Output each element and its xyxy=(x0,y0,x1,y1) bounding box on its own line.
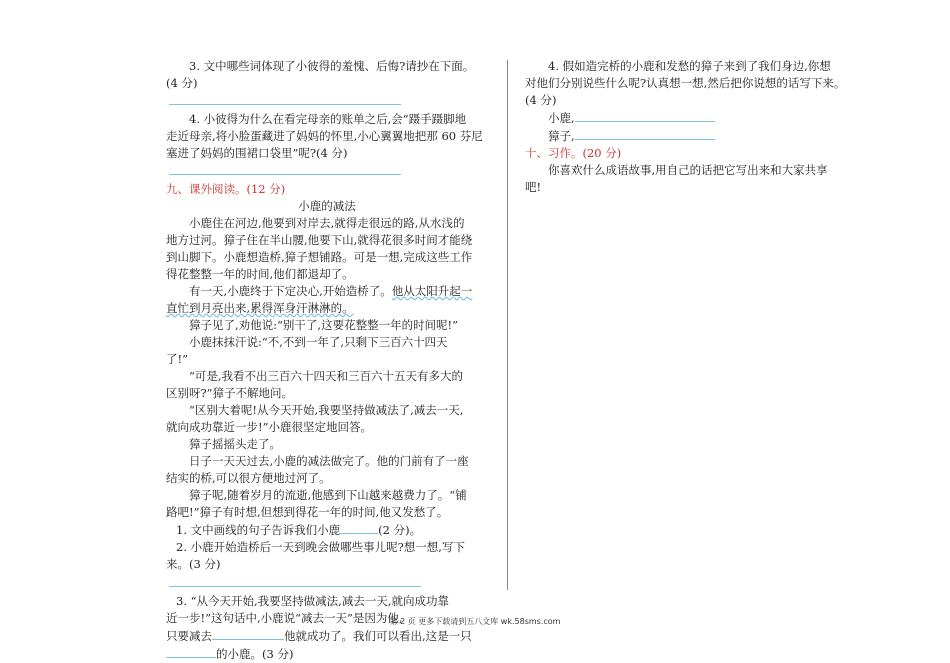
q3-answer-line[interactable] xyxy=(169,92,401,105)
q4-text-1: 4. 小彼得为什么在看完母亲的账单之后,会“蹑手蹑脚地 xyxy=(189,112,467,126)
para5-line2: 区别呀?”獐子不解地问。 xyxy=(166,386,294,400)
sub-q2-line1: 2. 小鹿开始造桥后一天到晚会做哪些事儿呢?想一想,写下 xyxy=(176,540,465,554)
section-10-heading: 十、习作。(20 分) xyxy=(525,146,622,160)
r-q4-line3: (4 分) xyxy=(525,93,557,107)
para1-line1: 小鹿住在河边,他要到对岸去,就得走很远的路,从水浅的 xyxy=(189,216,465,230)
para5-line1: “可是,我看不出三百六十四天和三百六十五天有多大的 xyxy=(189,369,464,383)
para2-line1 xyxy=(166,283,488,300)
sub-q3-text-a: 只要减去 xyxy=(166,629,212,643)
column-divider xyxy=(507,60,508,590)
sub-q3-blank-2[interactable] xyxy=(166,645,216,658)
sub-q3-line1: 3. “从今天开始,我要坚持做减法,减去一天,就向成功靠 xyxy=(176,594,449,608)
para4-line1: 小鹿抹抹汗说:“不,不到一年了,只剩下三百六十四天 xyxy=(189,335,448,349)
page-footer: 第 2 页 更多下载请到五八文库 wk.58sms.com xyxy=(389,617,561,626)
sub-q3-text-d: 的小鹿。(3 分) xyxy=(216,647,294,661)
para9-line1: 獐子呢,随着岁月的流逝,他感到下山越来越费力了。“铺 xyxy=(189,488,467,502)
r-q4-line1: 4. 假如造完桥的小鹿和发愁的獐子来到了我们身边,你想 xyxy=(548,59,831,73)
q3-points: (4 分) xyxy=(166,76,198,90)
underlined-sentence-start: 他从太阳升起一 xyxy=(391,284,473,298)
zhang-label: 獐子, xyxy=(548,129,575,143)
left-column xyxy=(166,58,488,663)
para6-line1: “区别大着呢!从今天开始,我要坚持做减法了,减去一天, xyxy=(189,403,464,417)
para4-line2: 了!” xyxy=(166,352,189,366)
q3-text: 3. 文中哪些词体现了小彼得的羞愧、后悔?请抄在下面。 xyxy=(189,59,475,73)
zhang-answer-blank[interactable] xyxy=(575,127,715,140)
sub-q2-answer-line[interactable] xyxy=(169,574,421,587)
essay-prompt-line1: 你喜欢什么成语故事,用自己的话把它写出来和大家共享 xyxy=(548,163,828,177)
para2-line2 xyxy=(166,300,488,317)
r-q4-line2: 对他们分别说些什么呢?认真想一想,然后把你说想的话写下来。 xyxy=(525,76,846,90)
sub-q3-line3 xyxy=(166,627,488,645)
sub-q3-line4 xyxy=(166,645,488,663)
deer-answer-row xyxy=(525,109,880,127)
essay-prompt-line2: 吧! xyxy=(525,180,542,194)
sub-q3-line2: 近一步!”这句话中,小鹿说“减去一天”是因为他, xyxy=(166,611,403,625)
underlined-sentence-end: 直忙到月亮出来,累得浑身汗淋淋的。 xyxy=(166,301,354,315)
sub-q1-blank[interactable] xyxy=(340,521,378,534)
para1-line3: 到山脚下。小鹿想造桥,獐子想铺路。可是一想,完成这些工作 xyxy=(166,250,473,264)
para8-line1: 日子一天天过去,小鹿的减法做完了。他的门前有了一座 xyxy=(189,454,469,468)
q4-text-2: 走近母亲,将小脸蛋藏进了妈妈的怀里,小心翼翼地把那 60 芬尼 xyxy=(166,129,483,143)
sub-q2-line2: 来。(3 分) xyxy=(166,557,221,571)
story-title: 小鹿的减法 xyxy=(298,199,356,213)
section-9-heading: 九、课外阅读。(12 分) xyxy=(166,182,286,196)
para8-line2: 结实的桥,可以很方便地过河了。 xyxy=(166,471,331,485)
para1-line4: 得花整整一年的时间,他们都退却了。 xyxy=(166,267,354,281)
sub-q1-text: 1. 文中画线的句子告诉我们小鹿 xyxy=(176,523,341,537)
sub-q1 xyxy=(166,521,488,539)
q4-answer-line[interactable] xyxy=(169,162,401,175)
sub-q1-points: (2 分)。 xyxy=(378,523,422,537)
sub-q3-blank-1[interactable] xyxy=(212,627,284,640)
q4-text-3: 塞进了妈妈的围裙口袋里”呢?(4 分) xyxy=(166,146,348,160)
zhang-answer-row xyxy=(525,127,880,145)
para7: 獐子摇摇头走了。 xyxy=(189,437,281,451)
para9-line2: 路吧!”獐子有时想,但想到得花一年的时间,他又发愁了。 xyxy=(166,505,449,519)
para3: 獐子见了,劝他说:“别干了,这要花整整一年的时间呢!” xyxy=(189,318,459,332)
right-column xyxy=(525,58,880,196)
deer-label: 小鹿, xyxy=(548,111,575,125)
deer-answer-blank[interactable] xyxy=(575,109,715,122)
para6-line2: 就向成功靠近一步!”小鹿很坚定地回答。 xyxy=(166,420,372,434)
para1-line2: 地方过河。獐子住在半山腰,他要下山,就得花很多时间才能绕 xyxy=(166,233,473,247)
sub-q3-text-b: 他就成功了。我们可以看出,这是一只 xyxy=(284,629,472,643)
para2-plain: 有一天,小鹿终于下定决心,开始造桥了。 xyxy=(189,284,392,298)
